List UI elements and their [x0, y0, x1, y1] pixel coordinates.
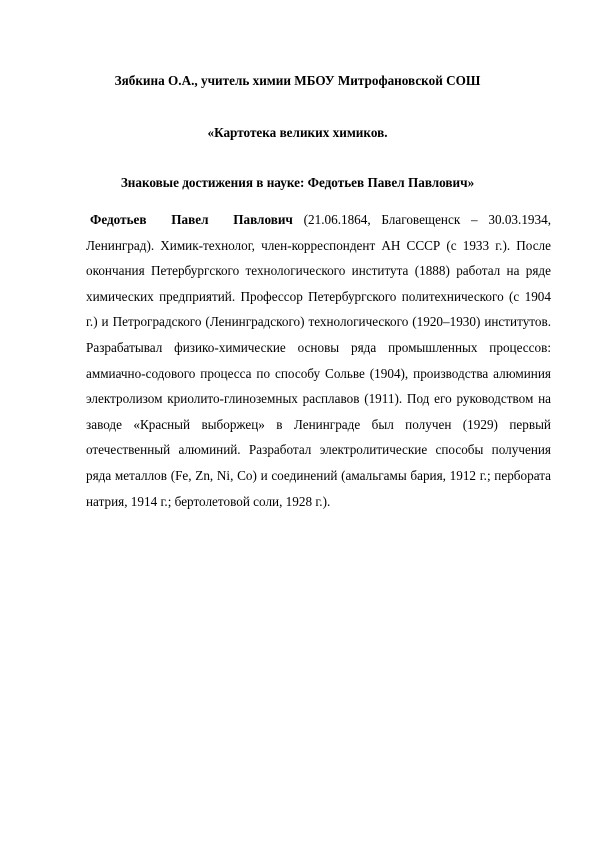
biography-text: (21.06.1864, Благовещенск – 30.03.1934, Ленинград). Химик-технолог, член-корреспондент АН СССР (с 1933 г.). После окончания Петербургского технологического института (1888) работал на ряде химических предприятий. Профессор Петербургского политехнического (с 1904 г.) и Петроградского (Ленинградского) технологического (1920–1930) институтов. Разрабатывал физико-химические основы ряда промышленных процессов: аммиачно-содового процесса по способу Сольве (1904), производства алюминия электролизом криолито-глиноземных расплавов (1911). Под его руководством на заводе «Красный выборжец» в Ленинграде был получен (1929) первый отечественный алюминий. Разработал электролитические способы получения ряда металлов (Fe, Zn, Ni, Co) и соединений (амальгамы бария, 1912 г.; пербората натрия, 1914 г.; бертолетовой соли, 1928 г.). [86, 212, 551, 509]
collection-title: «Картотека великих химиков. [207, 125, 388, 140]
person-name: Федотьев Павел Павлович [90, 212, 293, 227]
author-line: Зябкина О.А., учитель химии МБОУ Митрофановской СОШ [114, 73, 481, 88]
biography-paragraph [86, 207, 551, 514]
topic-heading: Знаковые достижения в науке: Федотьев Павел Павлович» [120, 175, 475, 190]
